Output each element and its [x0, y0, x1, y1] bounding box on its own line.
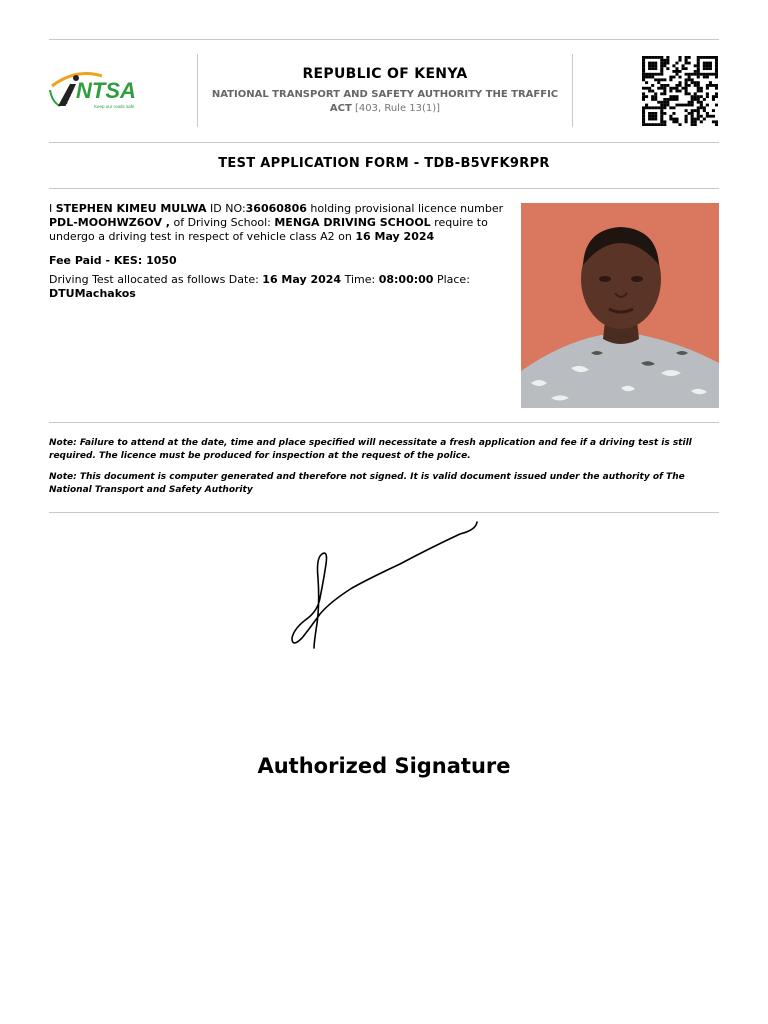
statement-prefix: I: [49, 202, 56, 215]
time-label: Time:: [341, 273, 379, 286]
allocation-prefix: Driving Test allocated as follows Date:: [49, 273, 263, 286]
note-attendance: Note: Failure to attend at the date, time and place specified will necessitate a fresh application and fee if a driving test is still required. The licence must be produced for inspection at the request of the police.: [49, 438, 692, 461]
applicant-name: STEPHEN KIMEU MULWA: [55, 202, 207, 215]
allocation-date: 16 May 2024: [262, 273, 342, 286]
licence-text: holding provisional licence number: [306, 202, 504, 215]
header-divider: [49, 142, 719, 143]
test-date: 16 May 2024: [355, 230, 435, 243]
require-text: require to undergo a driving test in respect of vehicle class A2 on: [49, 216, 488, 243]
notes-divider: [49, 512, 719, 513]
application-body: [49, 202, 509, 301]
form-title: TEST APPLICATION FORM - TDB-B5VFK9RPR: [218, 156, 550, 171]
authority-text: [200, 88, 570, 116]
note-computer-generated: Note: This document is computer generated and therefore not signed. It is valid document issued under the authority of The National Transport and Safety Authority: [49, 472, 685, 495]
ntsa-logo: [46, 66, 146, 114]
licence-number: PDL-MOOHWZ6OV ,: [49, 216, 170, 229]
allocation-time: 08:00:00: [378, 273, 434, 286]
fee-paid: Fee Paid - KES: 1050: [49, 254, 177, 267]
applicant-photo: [521, 203, 719, 408]
id-label: ID NO:: [206, 202, 246, 215]
header-center: [200, 54, 570, 116]
authority-name: NATIONAL TRANSPORT AND SAFETY AUTHORITY THE TRAFFIC ACT: [211, 89, 559, 114]
place-label: Place:: [433, 273, 470, 286]
applicant-statement: [49, 202, 509, 244]
authority-rule: [403, Rule 13(1)]: [351, 103, 441, 114]
id-number: 36060806: [245, 202, 307, 215]
driving-school: MENGA DRIVING SCHOOL: [274, 216, 431, 229]
header-separator-left: [197, 54, 198, 127]
logo-tagline: Keep our roads safe: [94, 104, 135, 109]
allocation-place: DTUMachakos: [49, 287, 136, 300]
school-label: of Driving School:: [169, 216, 275, 229]
title-divider: [49, 188, 719, 189]
allocation: [49, 273, 509, 301]
logo-text: NTSA: [76, 78, 136, 103]
authorized-signature-label: Authorized Signature: [257, 754, 511, 778]
top-divider: [49, 39, 719, 40]
header-separator-right: [572, 54, 573, 127]
qr-code-icon: [642, 56, 718, 126]
body-divider: [49, 422, 719, 423]
handwritten-signature: [280, 518, 490, 653]
republic-title: REPUBLIC OF KENYA: [302, 66, 468, 82]
